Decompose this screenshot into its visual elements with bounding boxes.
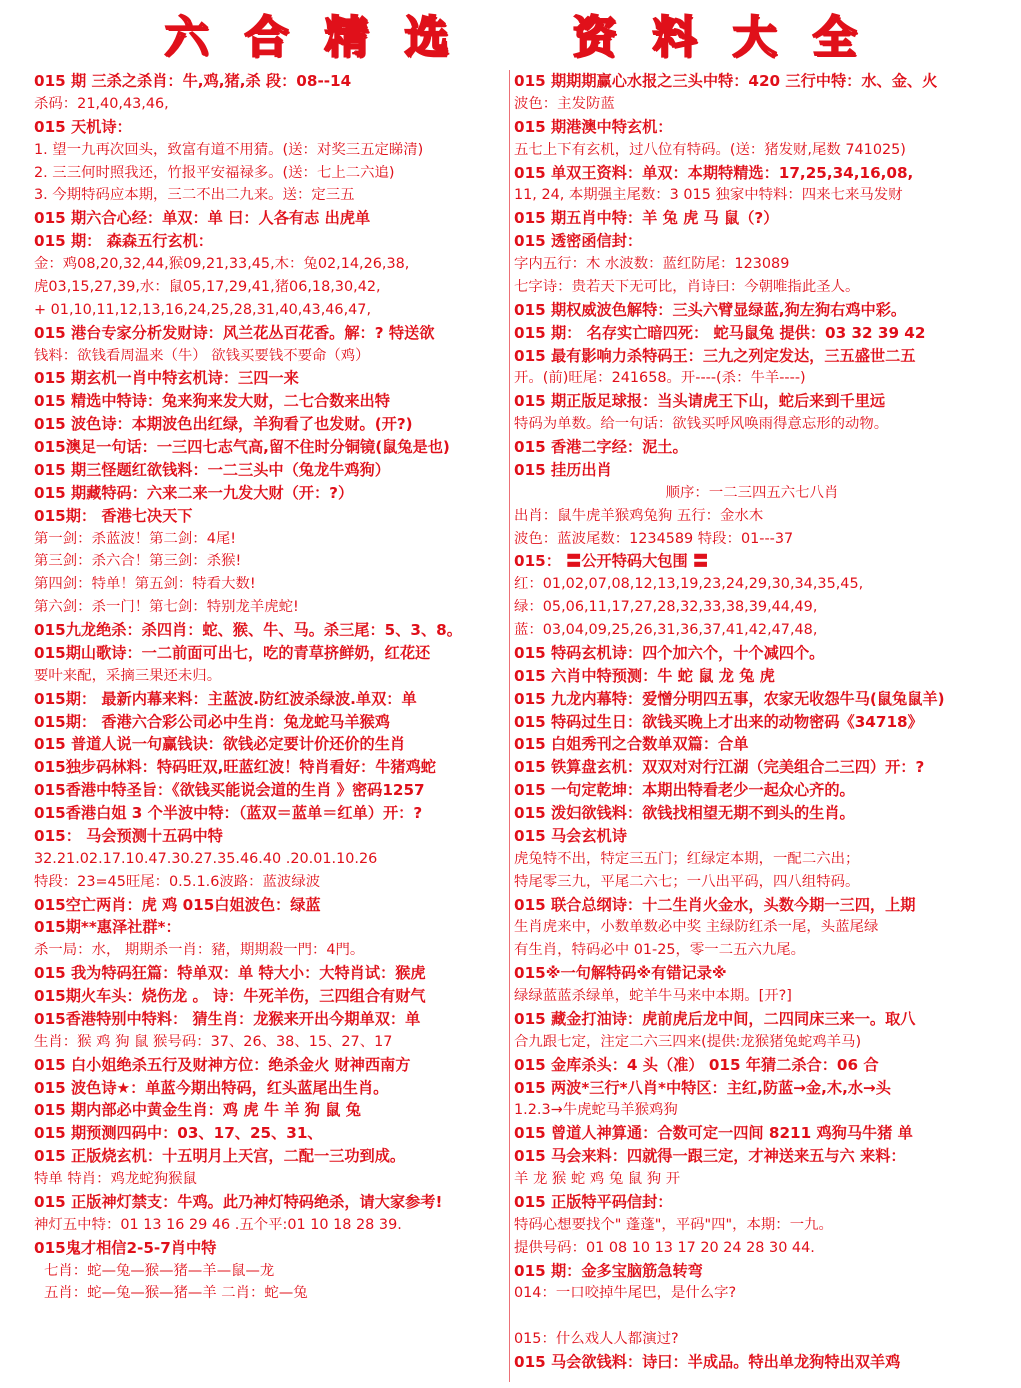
section-heading: 015 期 三杀之杀肖：牛,鸡,猪,杀 段：08--14 <box>34 72 352 90</box>
text-line: 第一剑：杀蓝波！第二剑：4尾! <box>34 530 237 547</box>
text-line: 015：什么戏人人都演过? <box>514 1331 679 1348</box>
text-line: 第四剑：特单！第五剑：特看大数! <box>34 576 256 593</box>
text-line <box>514 1305 990 1328</box>
text-line: 要叶来配，采摘三果还未归。 <box>34 667 222 684</box>
section-heading: 015 期玄机一肖中特玄机诗：三四一来 <box>34 369 299 388</box>
text-line: 014：一口咬掉牛尾巴，是什么字? <box>514 1285 737 1302</box>
text-line: 特段：23=45旺尾：0.5.1.6波路：蓝波绿波 <box>34 873 321 890</box>
section-heading: 015 正版烧玄机：十五明月上天宫，二配一三功到成。 <box>34 1147 406 1166</box>
text-line: 蓝：03,04,09,25,26,31,36,37,41,42,47,48, <box>514 622 818 638</box>
section-heading: 015 马会玄机诗 <box>514 826 627 845</box>
section-heading: 015 六肖中特预测：牛 蛇 鼠 龙 兔 虎 <box>514 666 775 685</box>
text-line: 绿绿蓝蓝杀绿单，蛇羊牛马来中本期。[开?] <box>514 988 792 1004</box>
section-heading: 015 泼妇欲钱料：欲钱找相望无期不到头的生肖。 <box>514 804 855 822</box>
section-heading: 015鬼才相信2-5-7肖中特 <box>34 1238 217 1257</box>
text-line: 合九跟七定，注定二六三四来(提供:龙猴猪兔蛇鸡羊马) <box>514 1033 862 1050</box>
text-line: 虎03,15,27,39,水：鼠05,17,29,41,猪06,18,30,42, <box>34 278 381 295</box>
title-char: 六 <box>164 12 209 63</box>
section-heading: 015 藏金打油诗：虎前虎后龙中间，二四同床三来一。取八 <box>514 1009 916 1028</box>
text-line: 七字诗：贵若天下无可比，肖诗曰：今朝唯指此圣人。 <box>514 278 860 295</box>
title-char: 全 <box>812 12 857 63</box>
text-line: 金：鸡08,20,32,44,猴09,21,33,45,木：兔02,14,26,38, <box>34 256 410 272</box>
title-char: 选 <box>404 12 449 63</box>
text-line: 波色：蓝波尾数：1234589 特段：01---37 <box>514 530 794 547</box>
text-line: 特码为单数。给一句话：欲钱买呼风唤雨得意忘形的动物。 <box>514 416 889 433</box>
section-heading: 015 金库杀头：4 头（准） 015 年猜二杀合：06 合 <box>514 1055 879 1074</box>
section-heading: 015 期港澳中特玄机： <box>514 117 673 136</box>
section-heading: 015 波色诗★：单蓝今期出特码，红头蓝尾出生肖。 <box>34 1078 389 1097</box>
section-heading: 015 联合总纲诗：十二生肖火金水，头数今期一三四，上期 <box>514 895 916 914</box>
text-line: 波色：主发防蓝 <box>514 95 615 112</box>
text-line: 神灯五中特：01 13 16 29 46 .五个平:01 10 18 28 39. <box>34 1216 402 1233</box>
text-line: 顺序：一二三四五六七八肖 <box>665 484 839 501</box>
section-heading: 015 期预测四码中：03、17、25、31、 <box>34 1124 323 1143</box>
text-line: 1. 望一九再次回头，致富有道不用猜。(送：对奖三五定睇清) <box>34 141 424 158</box>
section-heading: 015香港白姐 3 个半波中特：（蓝双＝蓝单＝红单）开：? <box>34 804 423 822</box>
section-heading: 015 期： 森森五行玄机： <box>34 232 213 251</box>
section-heading: 015 期内部必中黄金生肖：鸡 虎 牛 羊 狗 鼠 兔 <box>34 1101 361 1120</box>
text-line: 五肖：蛇—兔—猴—猪—羊 二肖：蛇—兔 <box>44 1285 308 1302</box>
text-line: 七肖：蛇—兔—猴—猪—羊—鼠—龙 <box>44 1262 275 1279</box>
text-line: 特尾零三九，平尾二六七；一八出平码，四八组特码。 <box>514 873 860 890</box>
text-line: 虎兔特不出，特定三五门；红绿定本期，一配二六出； <box>514 850 860 867</box>
column-divider <box>509 70 510 1382</box>
text-line: 第六剑：杀一门！第七剑：特别龙羊虎蛇! <box>34 599 299 616</box>
text-line: 五七上下有玄机，过八位有特码。(送：猪发财,尾数 741025) <box>514 141 906 158</box>
section-heading: 015 单双王资料：单双：本期特精选：17,25,34,16,08, <box>514 163 914 182</box>
title-char: 精 <box>324 12 369 63</box>
section-heading: 015澳足一句话：一三四七志气高,留不住时分铜镜(鼠兔是也) <box>34 438 450 456</box>
right-column <box>514 70 990 1382</box>
text-line: 出肖：鼠牛虎羊猴鸡兔狗 五行：金水木 <box>514 507 764 524</box>
section-heading: 015 特码玄机诗：四个加六个，十个减四个。 <box>514 643 825 662</box>
text-line: 开。(前)旺尾：241658。开----(杀：牛羊----) <box>514 370 806 387</box>
text-line: 特码心想要找个" 蓬蓬"，平码"四"，本期：一九。 <box>514 1216 833 1233</box>
text-line: 红：01,02,07,08,12,13,19,23,24,29,30,34,35,45, <box>514 576 864 593</box>
title-char: 合 <box>244 12 289 63</box>
section-heading: 015 期三怪题红欲钱料：一二三头中（兔龙牛鸡狗） <box>34 460 390 479</box>
section-heading: 015 透密函信封： <box>514 232 643 251</box>
section-heading: 015 精选中特诗：兔来狗来发大财，二七合数来出特 <box>34 392 390 411</box>
text-line: 2. 三三何时照我还，竹报平安福禄多。(送：七上二六追) <box>34 164 395 181</box>
title-char: 大 <box>732 12 777 63</box>
section-heading: 015期**惠泽社群*： <box>34 918 181 937</box>
text-line: 有生肖，特码必中 01-25，零一二五六九尾。 <box>514 942 806 959</box>
title-char: 料 <box>652 12 697 63</box>
section-heading: 015 期权威波色解特：三头六臂显绿蓝,狗左狗右鸡中彩。 <box>514 300 907 319</box>
text-line: 提供号码：01 08 10 13 17 20 24 28 30 44. <box>514 1239 815 1256</box>
section-heading: 015 期： 名存实亡暗四死： 蛇马鼠兔 提供：03 32 39 42 <box>514 323 926 342</box>
text-line: 32.21.02.17.10.47.30.27.35.46.40 .20.01.10.26 <box>34 850 378 867</box>
text-line: 第三剑：杀六合！第三剑：杀猴! <box>34 553 242 570</box>
section-heading: 015香港特别中特料： 猜生肖：龙猴来开出今期单双：单 <box>34 1009 421 1028</box>
section-heading: 015 天机诗： <box>34 117 132 136</box>
left-column <box>34 70 504 1382</box>
section-heading: 015 期期期赢心水报之三头中特：420 三行中特：水、金、火 <box>514 72 938 90</box>
text-line: 生肖：猴 鸡 狗 鼠 猴号码：37、26、38、15、27、17 <box>34 1033 393 1050</box>
section-heading: 015期火车头：烧伤龙 。 诗：牛死羊伤，三四组合有财气 <box>34 987 426 1005</box>
section-heading: 015 香港二字经：泥土。 <box>514 438 688 456</box>
section-heading: 015 期藏特码：六来二来一九发大财（开：?） <box>34 483 354 502</box>
section-heading: 015 一句定乾坤：本期出特看老少一起众心齐的。 <box>514 781 855 800</box>
section-heading: 015 曾道人神算通：合数可定一四间 8211 鸡狗马牛猪 单 <box>514 1124 913 1143</box>
section-heading: 015 波色诗：本期波色出红绿，羊狗看了也发财。(开?) <box>34 415 413 434</box>
section-heading: 015 两波*三行*八肖*中特区：主红,防蓝→金,木,水→头 <box>514 1078 891 1097</box>
text-line: 杀一局：水， 期期杀一肖：豬，期期殺一門：4門。 <box>34 942 365 959</box>
text-line: 羊 龙 猴 蛇 鸡 兔 鼠 狗 开 <box>514 1171 681 1187</box>
text-line: 钱料：欲钱看周温来（牛） 欲钱买要钱不要命（鸡） <box>34 347 370 364</box>
section-heading: 015期山歌诗：一二前面可出七，吃的青草挤鲜奶，红花还 <box>34 643 431 662</box>
section-heading: 015 白姐秀刊之合数单双篇：合单 <box>514 735 749 754</box>
section-heading: 015 白小姐绝杀五行及财神方位：绝杀金火 财神西南方 <box>34 1055 411 1074</box>
text-line: 1.2.3→牛虎蛇马羊猴鸡狗 <box>514 1102 678 1119</box>
section-heading: 015 正版特平码信封： <box>514 1192 673 1211</box>
section-heading: 015独步码林料：特码旺双,旺蓝红波！特肖看好：牛猪鸡蛇 <box>34 758 436 777</box>
text-line: 11, 24, 本期强主尾数：3 015 独家中特料：四来七来马发财 <box>514 187 903 204</box>
section-heading: 015 马会来料：四就得一跟三定，才神送来五与六 来料： <box>514 1147 906 1166</box>
section-heading: 015： 马会预测十五码中特 <box>34 826 223 845</box>
section-heading: 015： 〓公开特码大包围 〓 <box>514 552 709 571</box>
text-line: 3. 今期特码应本期，三二不出二九来。送：定三五 <box>34 187 355 204</box>
title-char: 资 <box>572 12 617 63</box>
page-title <box>0 8 1021 68</box>
section-heading: 015 最有影响力杀特码王：三九之列定发达，三五盛世二五 <box>514 346 916 365</box>
section-heading: 015 铁算盘玄机：双双对对行江湖（完美组合二三四）开：? <box>514 758 925 777</box>
section-heading: 015 挂历出肖 <box>514 460 612 479</box>
section-heading: 015空亡两肖：虎 鸡 015白姐波色：绿蓝 <box>34 895 321 914</box>
text-line: 特单 特肖：鸡龙蛇狗猴鼠 <box>34 1171 197 1187</box>
section-heading: 015 九龙内幕特：爱憎分明四五事，农家无收怨牛马(鼠兔鼠羊) <box>514 689 945 708</box>
text-line: 生肖虎来中，小数单数必中奖 主绿防红杀一尾，头蓝尾绿 <box>514 919 879 936</box>
section-heading: 015 期六合心经：单双：单 曰：人各有志 出虎单 <box>34 209 371 228</box>
section-heading: 015期： 最新内幕来料：主蓝波.防红波杀绿波.单双：单 <box>34 689 417 708</box>
section-heading: 015 我为特码狂篇：特单双：单 特大小：大特肖试：猴虎 <box>34 964 426 983</box>
section-heading: 015 港台专家分析发财诗：风兰花丛百花香。解：? 特送欲 <box>34 323 435 342</box>
section-heading: 015期： 香港六合彩公司必中生肖：兔龙蛇马羊猴鸡 <box>34 712 390 731</box>
section-heading: 015期： 香港七决天下 <box>34 506 193 525</box>
text-line: 字内五行：木 水波数：蓝红防尾：123089 <box>514 256 790 272</box>
section-heading: 015 期正版足球报：当头请虎王下山，蛇后来到千里远 <box>514 392 886 411</box>
text-line: + 01,10,11,12,13,16,24,25,28,31,40,43,46,47, <box>34 301 372 318</box>
section-heading: 015香港中特圣旨：《欲钱买能说会道的生肖 》密码1257 <box>34 781 425 800</box>
section-heading: 015九龙绝杀：杀四肖：蛇、猴、牛、马。杀三尾：5、3、8。 <box>34 621 462 639</box>
section-heading: 015※一句解特码※有错记录※ <box>514 964 727 983</box>
text-line: 绿：05,06,11,17,27,28,32,33,38,39,44,49, <box>514 599 818 616</box>
section-heading: 015 马会欲钱料：诗曰：半成品。特出单龙狗特出双羊鸡 <box>514 1353 901 1371</box>
section-heading: 015 期五肖中特：羊 兔 虎 马 鼠（?） <box>514 209 779 228</box>
section-heading: 015 正版神灯禁支：牛鸡。此乃神灯特码绝杀，请大家参考! <box>34 1192 443 1211</box>
section-heading: 015 特码过生日：欲钱买晚上才出来的动物密码《34718》 <box>514 712 923 731</box>
section-heading: 015 普道人说一句赢钱诀：欲钱必定要计价还价的生肖 <box>34 735 406 754</box>
section-heading: 015 期：金多宝脑筋急转弯 <box>514 1261 703 1280</box>
text-line: 杀码：21,40,43,46, <box>34 95 169 112</box>
